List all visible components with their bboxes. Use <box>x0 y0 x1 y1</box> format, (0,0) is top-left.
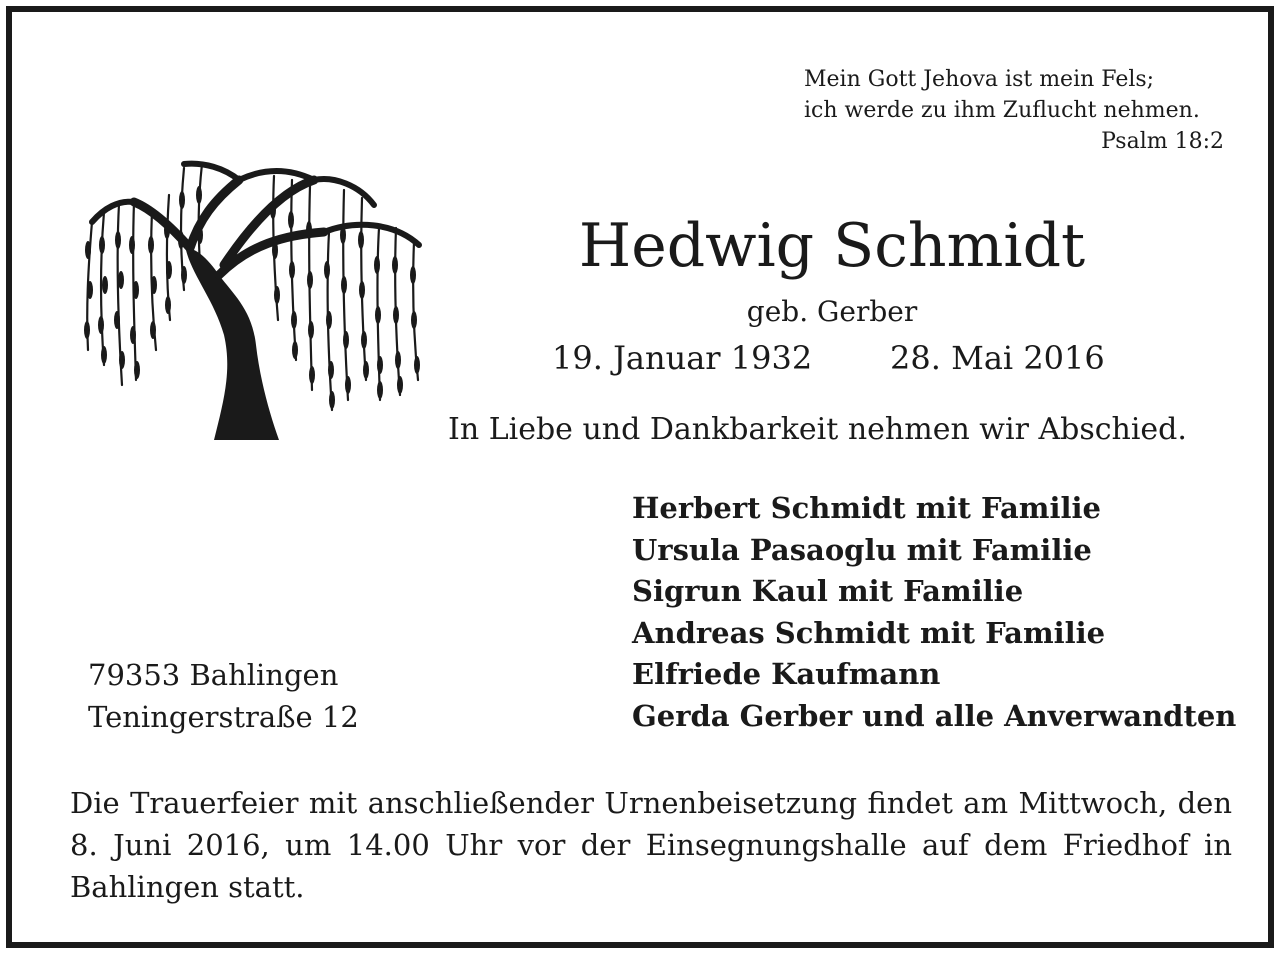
weeping-willow-icon <box>74 150 434 450</box>
bible-verse <box>804 64 1224 157</box>
address-street: Teningerstraße 12 <box>88 700 359 734</box>
mourner-item: Sigrun Kaul mit Familie <box>632 574 1024 609</box>
verse-reference: Psalm 18:2 <box>1101 129 1224 154</box>
ceremony-details: Die Trauerfeier mit anschließender Urnenbeisetzung findet am Mittwoch, den 8. Juni 2016, um 14.00 Uhr vor der Einsegnungshalle auf dem Friedhof in Bahlingen statt. <box>70 786 1232 904</box>
address-city: 79353 Bahlingen <box>88 658 339 692</box>
deceased-name: Hedwig Schmidt <box>578 211 1086 281</box>
death-date: 28. Mai 2016 <box>890 339 1105 377</box>
mourner-item: Gerda Gerber und alle Anverwandten <box>632 698 1237 733</box>
mourner-item: Herbert Schmidt mit Familie <box>632 491 1101 525</box>
mourner-item: Ursula Pasaoglu mit Familie <box>632 532 1092 567</box>
birth-date: 19. Januar 1932 <box>552 339 813 377</box>
family-address <box>88 654 359 738</box>
maiden-name: geb. Gerber <box>746 295 918 328</box>
mourner-item: Elfriede Kaufmann <box>632 657 941 692</box>
obituary-notice <box>6 6 1274 948</box>
mourners-list <box>632 488 1236 738</box>
mourner-item: Andreas Schmidt mit Familie <box>632 615 1106 650</box>
verse-line-1: Mein Gott Jehova ist mein Fels; <box>804 67 1155 92</box>
farewell-text: In Liebe und Dankbarkeit nehmen wir Abschied. <box>448 412 1187 447</box>
verse-line-2: ich werde zu ihm Zuflucht nehmen. <box>804 98 1200 123</box>
